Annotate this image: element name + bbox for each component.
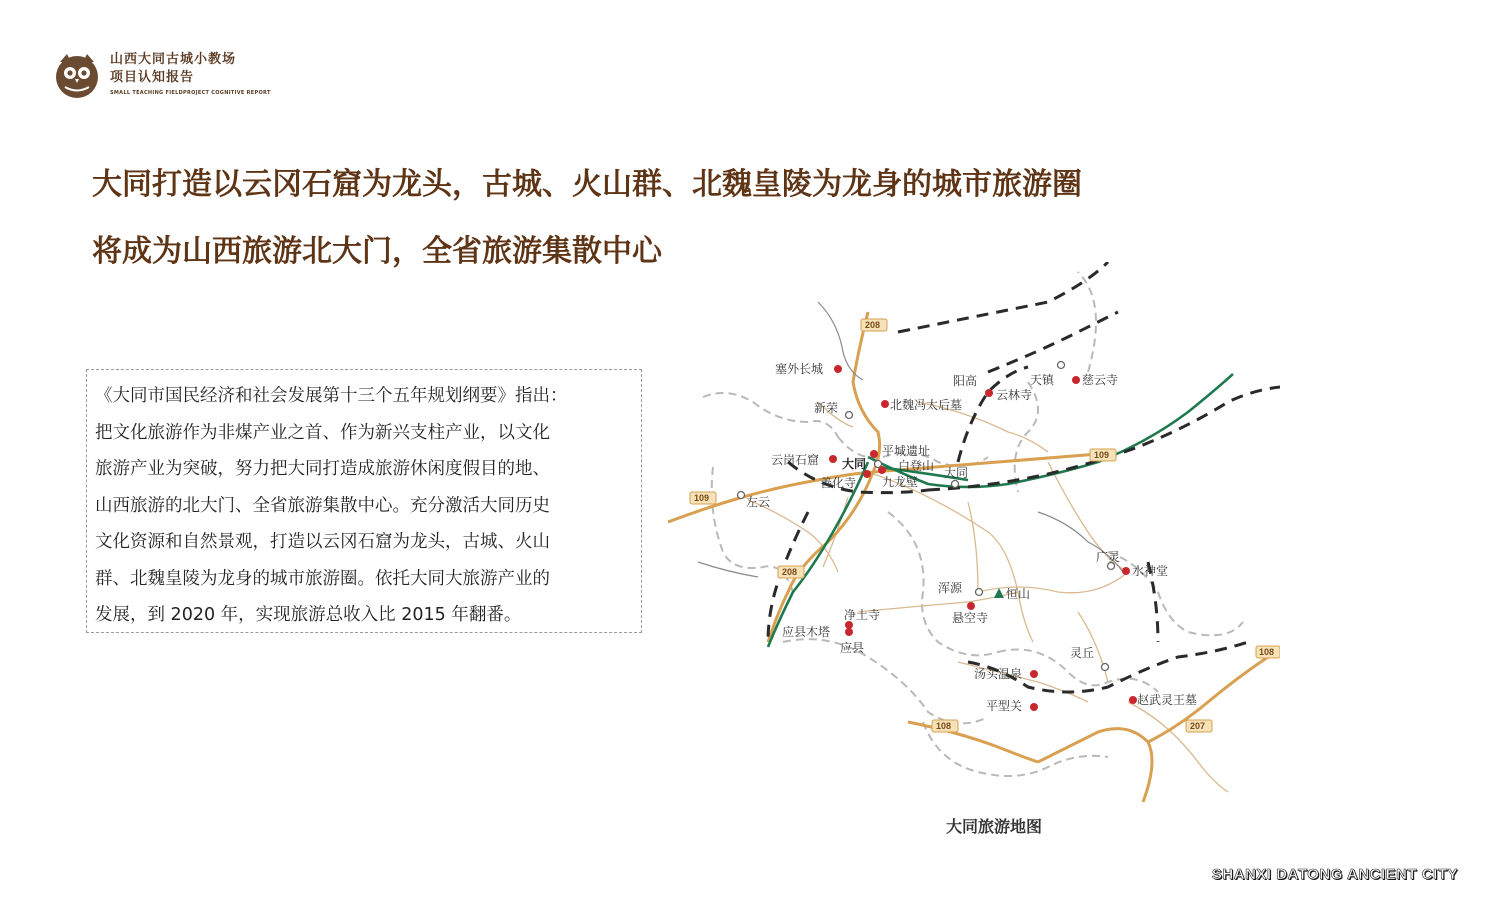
place-label: 汤头温泉 [974,667,1023,681]
route-label: 207 [1190,721,1206,731]
route-label: 208 [865,320,881,330]
place-label: 善化寺 [820,476,857,490]
owl-logo-icon [52,50,102,100]
place-label: 北魏冯太后墓 [890,398,963,412]
headline-line-2: 将成为山西旅游北大门，全省旅游集散中心 [92,234,662,269]
body-text-line: 文化资源和自然景观，打造以云冈石窟为龙头，古城、火山 [95,532,550,552]
body-text-line: 发展，到 2020 年，实现旅游总收入比 2015 年翻番。 [95,605,522,625]
logo-title: 山西大同古城小教场 [110,52,237,67]
body-text-line: 山西旅游的北大门、全省旅游集散中心。充分激活大同历史 [95,495,550,516]
place-label: 应县 [840,641,865,655]
place-label: 赵武灵王墓 [1137,693,1198,707]
place-labels [746,362,1197,713]
map-caption: 大同旅游地图 [946,817,1043,836]
place-label: 水神堂 [1132,564,1169,578]
place-label: 灵丘 [1070,646,1095,660]
place-label: 云林寺 [996,388,1033,402]
place-label: 九龙壁 [882,475,919,489]
place-label: 大同 [944,466,969,480]
datong-tourism-map [668,262,1280,810]
place-label: 大同 [842,457,867,471]
place-label: 恒山 [1006,587,1031,601]
place-label: 云岗石窟 [771,453,820,467]
body-text-line: 群、北魏皇陵为龙身的城市旅游圈。依托大同大旅游产业的 [95,568,550,589]
place-label: 慈云寺 [1082,373,1119,387]
headline-line-1: 大同打造以云冈石窟为龙头，古城、火山群、北魏皇陵为龙身的城市旅游圈 [92,167,1082,202]
logo-title-2: 项目认知报告 [110,70,195,85]
route-label: 108 [936,721,952,731]
place-label: 塞外长城 [775,362,824,376]
place-label: 浑源 [938,581,963,595]
place-label: 平城遗址 [882,444,931,458]
quote-text-box [86,369,642,633]
place-label: 阳高 [953,374,978,388]
place-label: 应县木塔 [782,625,831,639]
route-label: 108 [1259,647,1275,657]
place-label: 悬空寺 [952,611,989,625]
body-text-line: 把文化旅游作为非煤产业之首、作为新兴支柱产业，以文化 [95,422,550,443]
logo-text [110,51,271,96]
route-label: 109 [1094,450,1110,460]
footer-brand-text: SHANXI DATONG ANCIENT CITY [1211,866,1458,883]
body-text-line: 《大同市国民经济和社会发展第十三个五年规划纲要》指出： [95,386,568,406]
body-text-line: 旅游产业为突破，努力把大同打造成旅游休闲度假目的地、 [95,459,550,479]
minor-roads [748,402,1228,792]
route-label: 109 [694,493,710,503]
place-label: 广灵 [1096,550,1121,564]
place-label: 左云 [746,495,771,509]
place-label: 平型关 [986,699,1023,713]
mountain-icon [994,588,1004,598]
logo-subtitle: SMALL TEACHING FIELDPROJECT COGNITIVE REPORT [110,90,271,96]
place-label: 白登山 [898,459,935,473]
place-label: 新荣 [814,401,839,415]
place-label: 天镇 [1030,373,1055,387]
route-label: 208 [782,567,798,577]
place-label: 净土寺 [844,608,881,622]
